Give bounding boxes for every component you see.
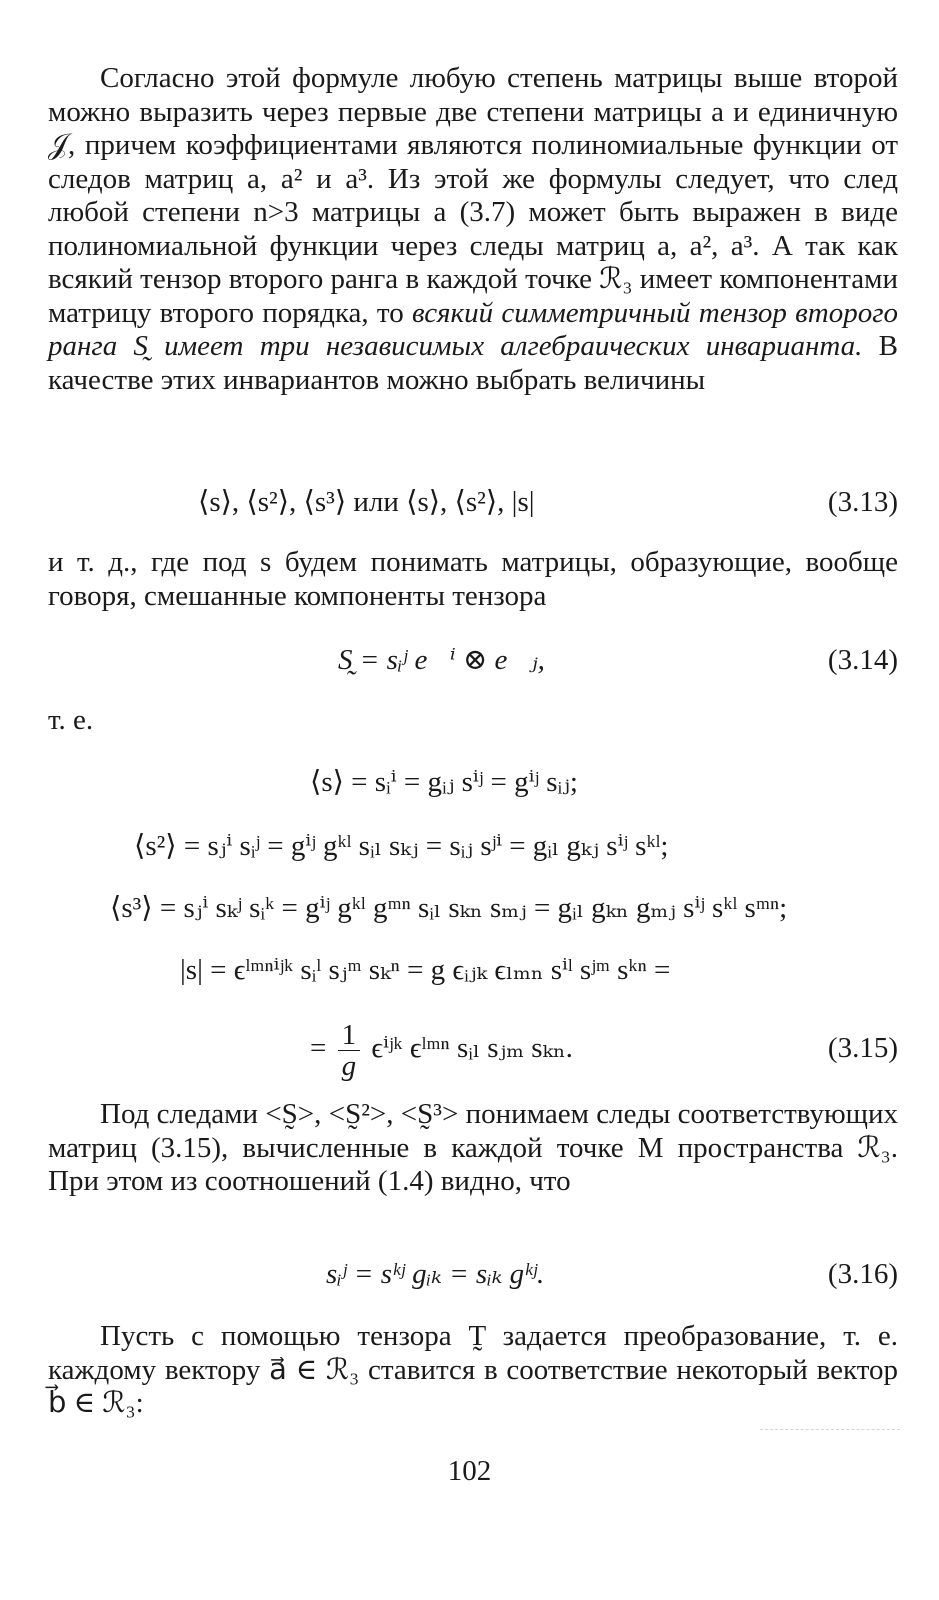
equation-3-15-final (48, 1012, 898, 1084)
equation-3-15-trace (48, 762, 898, 802)
equation-number-3-16: (3.16) (827, 1258, 898, 1290)
mixed-components-text: и т. д., где под s будем понимать матрицы, образующие, вообще говоря, смешанные компоненты тензора (48, 546, 898, 612)
intro-text: Согласно этой формуле любую степень матрицы выше второй можно выразить через первые две степени матрицы a и единичную 𝒥, причем коэффициентами являются полиномиальные функции от следов матриц a, a² и a³. Из этой же формулы следует, что след любой степени n>3 матрицы a (3.7) может быть выражен в виде полиномиальной функции через следы матриц a, a², a³. А так как всякий тензор второго ранга в каждой точке ℛ₃ имеет компонентами матрицу второго порядка, то (48, 62, 898, 329)
fraction-one-over-g (338, 1020, 361, 1081)
scan-smudge (760, 1405, 900, 1430)
traces-text: Под следами <S̰>, <S̰²>, <S̰³> понимаем следы соответствующих матриц (3.15), вычисленные в каждой точке M пространства ℛ₃. При этом из соотношений (1.4) видно, что (48, 1098, 898, 1197)
paragraph-intro (48, 62, 898, 397)
equation-3-15-trace-square (48, 826, 898, 866)
equation-3-15-trace-cube-expr: ⟨s³⟩ = sⱼⁱ sₖʲ sᵢᵏ = gⁱʲ gᵏˡ gᵐⁿ sᵢₗ sₖₙ sₘⱼ = gᵢₗ gₖₙ gₘⱼ sⁱʲ sᵏˡ sᵐⁿ; (110, 892, 788, 924)
equation-3-15-equals: = (310, 1032, 327, 1064)
equation-number-3-13: (3.13) (827, 486, 898, 518)
equation-3-14 (48, 640, 898, 680)
paragraph-traces (48, 1098, 898, 1199)
intro-theorem-italic: всякий симметричный тензор второго ранга S̰ имеет три независимых алгебраических инварианта. (48, 296, 899, 362)
equation-3-15-trace-square-expr: ⟨s²⟩ = sⱼⁱ sᵢʲ = gⁱʲ gᵏˡ sᵢₗ sₖⱼ = sᵢⱼ sʲⁱ = gᵢₗ gₖⱼ sⁱʲ sᵏˡ; (134, 830, 669, 862)
equation-3-15-determinant-expr: |s| = ϵˡᵐⁿⁱʲᵏ sᵢˡ sⱼᵐ sₖⁿ = g ϵᵢⱼₖ ϵₗₘₙ sⁱˡ sʲᵐ sᵏⁿ = (180, 954, 671, 986)
equation-3-14-expr: S̰ = sᵢʲ e⃗ⁱ ⊗ e⃗ⱼ, (338, 644, 545, 676)
equation-3-15-rest: ϵⁱʲᵏ ϵˡᵐⁿ sᵢₗ sⱼₘ sₖₙ. (371, 1032, 573, 1064)
equation-3-15-trace-cube (48, 888, 898, 928)
fraction-denominator: g (341, 1049, 357, 1082)
paragraph-ie (48, 704, 898, 738)
equation-3-16-expr: sᵢʲ = sᵏʲ gᵢₖ = sᵢₖ gᵏʲ. (326, 1258, 545, 1290)
page-number: 102 (447, 1455, 492, 1487)
equation-3-13-expr: ⟨s⟩, ⟨s²⟩, ⟨s³⟩ или ⟨s⟩, ⟨s²⟩, |s| (198, 486, 535, 518)
equation-number-3-15: (3.15) (827, 1032, 898, 1064)
fraction-numerator: 1 (338, 1020, 361, 1051)
equation-number-3-14: (3.14) (827, 644, 898, 676)
equation-3-15-final-expr (310, 1012, 573, 1084)
transformation-text: Пусть с помощью тензора T̰ задается преобразование, т. е. каждому вектору a⃗ ∈ ℛ₃ ставится в соответствие некоторый вектор b⃗ ∈ ℛ₃: (48, 1320, 898, 1419)
equation-3-16 (48, 1254, 898, 1294)
intro-text-end: В качестве этих инвариантов можно выбрать величины (48, 330, 899, 396)
equation-3-13 (48, 482, 898, 522)
equation-3-15-determinant (48, 950, 898, 990)
equation-3-15-trace-expr: ⟨s⟩ = sᵢⁱ = gᵢⱼ sⁱʲ = gⁱʲ sᵢⱼ; (310, 766, 578, 798)
ie-text: т. е. (48, 704, 94, 736)
paragraph-mixed-components (48, 546, 898, 613)
